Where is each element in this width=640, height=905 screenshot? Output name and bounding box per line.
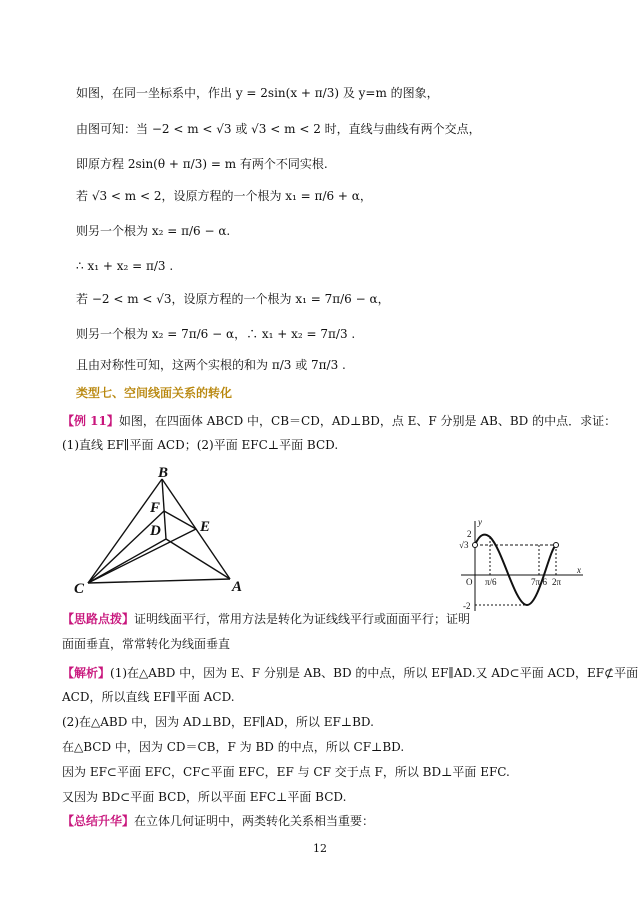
analysis-label: 【解析】 <box>62 666 111 680</box>
analysis-line-1 <box>62 664 638 682</box>
sine-graph <box>455 515 590 615</box>
label-d: D <box>150 523 161 539</box>
solution-line-7: 若 −2 < m < √3，设原方程的一个根为 x₁ = 7π/6 − α， <box>76 292 390 306</box>
example-text: 如图，在四面体 ABCD 中，CB＝CD，AD⊥BD，点 E、F 分别是 AB、BD 的中点．求证： <box>118 414 617 428</box>
edge-da <box>166 539 230 579</box>
solution-line-5: 则另一个根为 x₂ = π/6 − α. <box>76 224 231 238</box>
edge-bd <box>162 479 166 539</box>
hint-line-1 <box>62 610 470 628</box>
solution-line-9: 且由对称性可知，这两个实根的和为 π/3 或 7π/3 . <box>76 358 346 372</box>
solution-line-2: 由图可知：当 −2 < m < √3 或 √3 < m < 2 时，直线与曲线有两个交点， <box>76 122 481 136</box>
segment-ce <box>88 529 196 583</box>
open-point-right <box>554 543 559 548</box>
x-axis-label: x <box>577 565 581 575</box>
hint-text-1: 证明线面平行，常用方法是转化为证线线平行或面面平行；证明 <box>134 612 471 626</box>
solution-line-6: ∴ x₁ + x₂ = π/3 . <box>76 259 174 273</box>
tetrahedron-figure <box>70 465 260 600</box>
label-c: C <box>74 581 85 597</box>
section-title: 类型七、空间线面关系的转化 <box>76 386 233 400</box>
page-number: 12 <box>313 842 327 855</box>
analysis-line-3: (2)在△ABD 中，因为 AD⊥BD，EF∥AD，所以 EF⊥BD. <box>62 715 374 729</box>
example-goals: (1)直线 EF∥平面 ACD；(2)平面 EFC⊥平面 BCD. <box>62 438 339 452</box>
summary-line <box>62 812 374 830</box>
tick-minus2: -2 <box>463 601 471 611</box>
tick-sqrt3: √3 <box>459 540 469 550</box>
solution-line-1: 如图，在同一坐标系中，作出 y = 2sin(x + π/3) 及 y=m 的图象， <box>76 86 439 100</box>
example-label: 【例 11】 <box>62 414 119 428</box>
analysis-line-5: 因为 EF⊂平面 EFC，CF⊂平面 EFC，EF 与 CF 交于点 F，所以 BD⊥平面 EFC. <box>62 765 510 779</box>
hint-line-2: 面面垂直，常常转化为线面垂直 <box>62 637 231 651</box>
analysis-line-2: ACD，所以直线 EF∥平面 ACD. <box>62 690 235 704</box>
label-b: B <box>158 465 169 481</box>
analysis-line-6: 又因为 BD⊂平面 BCD，所以平面 EFC⊥平面 BCD. <box>62 790 347 804</box>
tick-2pi: 2π <box>552 577 562 587</box>
solution-line-4: 若 √3 < m < 2，设原方程的一个根为 x₁ = π/6 + α， <box>76 189 372 203</box>
solution-line-3: 即原方程 2sin(θ + π/3) = m 有两个不同实根. <box>76 157 328 171</box>
segment-fe <box>164 511 196 529</box>
tick-2: 2 <box>467 529 472 539</box>
summary-text: 在立体几何证明中，两类转化关系相当重要： <box>134 814 375 828</box>
label-f: F <box>150 500 161 516</box>
edge-ca <box>88 579 230 583</box>
y-axis-label: y <box>478 517 482 527</box>
analysis-text-1: (1)在△ABD 中，因为 E、F 分别是 AB、BD 的中点，所以 EF∥AD.又 AD⊂平面 ACD，EF⊄平面 <box>110 666 639 680</box>
origin-label: O <box>466 577 473 587</box>
example-statement <box>62 412 616 430</box>
analysis-line-4: 在△BCD 中，因为 CD＝CB，F 为 BD 的中点，所以 CF⊥BD. <box>62 740 405 754</box>
open-point-left <box>473 543 478 548</box>
tick-7pi6: 7π/6 <box>531 577 548 587</box>
summary-label: 【总结升华】 <box>62 814 135 828</box>
label-a: A <box>232 579 243 595</box>
solution-line-8: 则另一个根为 x₂ = 7π/6 − α，∴ x₁ + x₂ = 7π/3 . <box>76 327 356 341</box>
tick-pi6: π/6 <box>485 577 497 587</box>
label-e: E <box>200 519 211 535</box>
hint-label: 【思路点拨】 <box>62 612 135 626</box>
